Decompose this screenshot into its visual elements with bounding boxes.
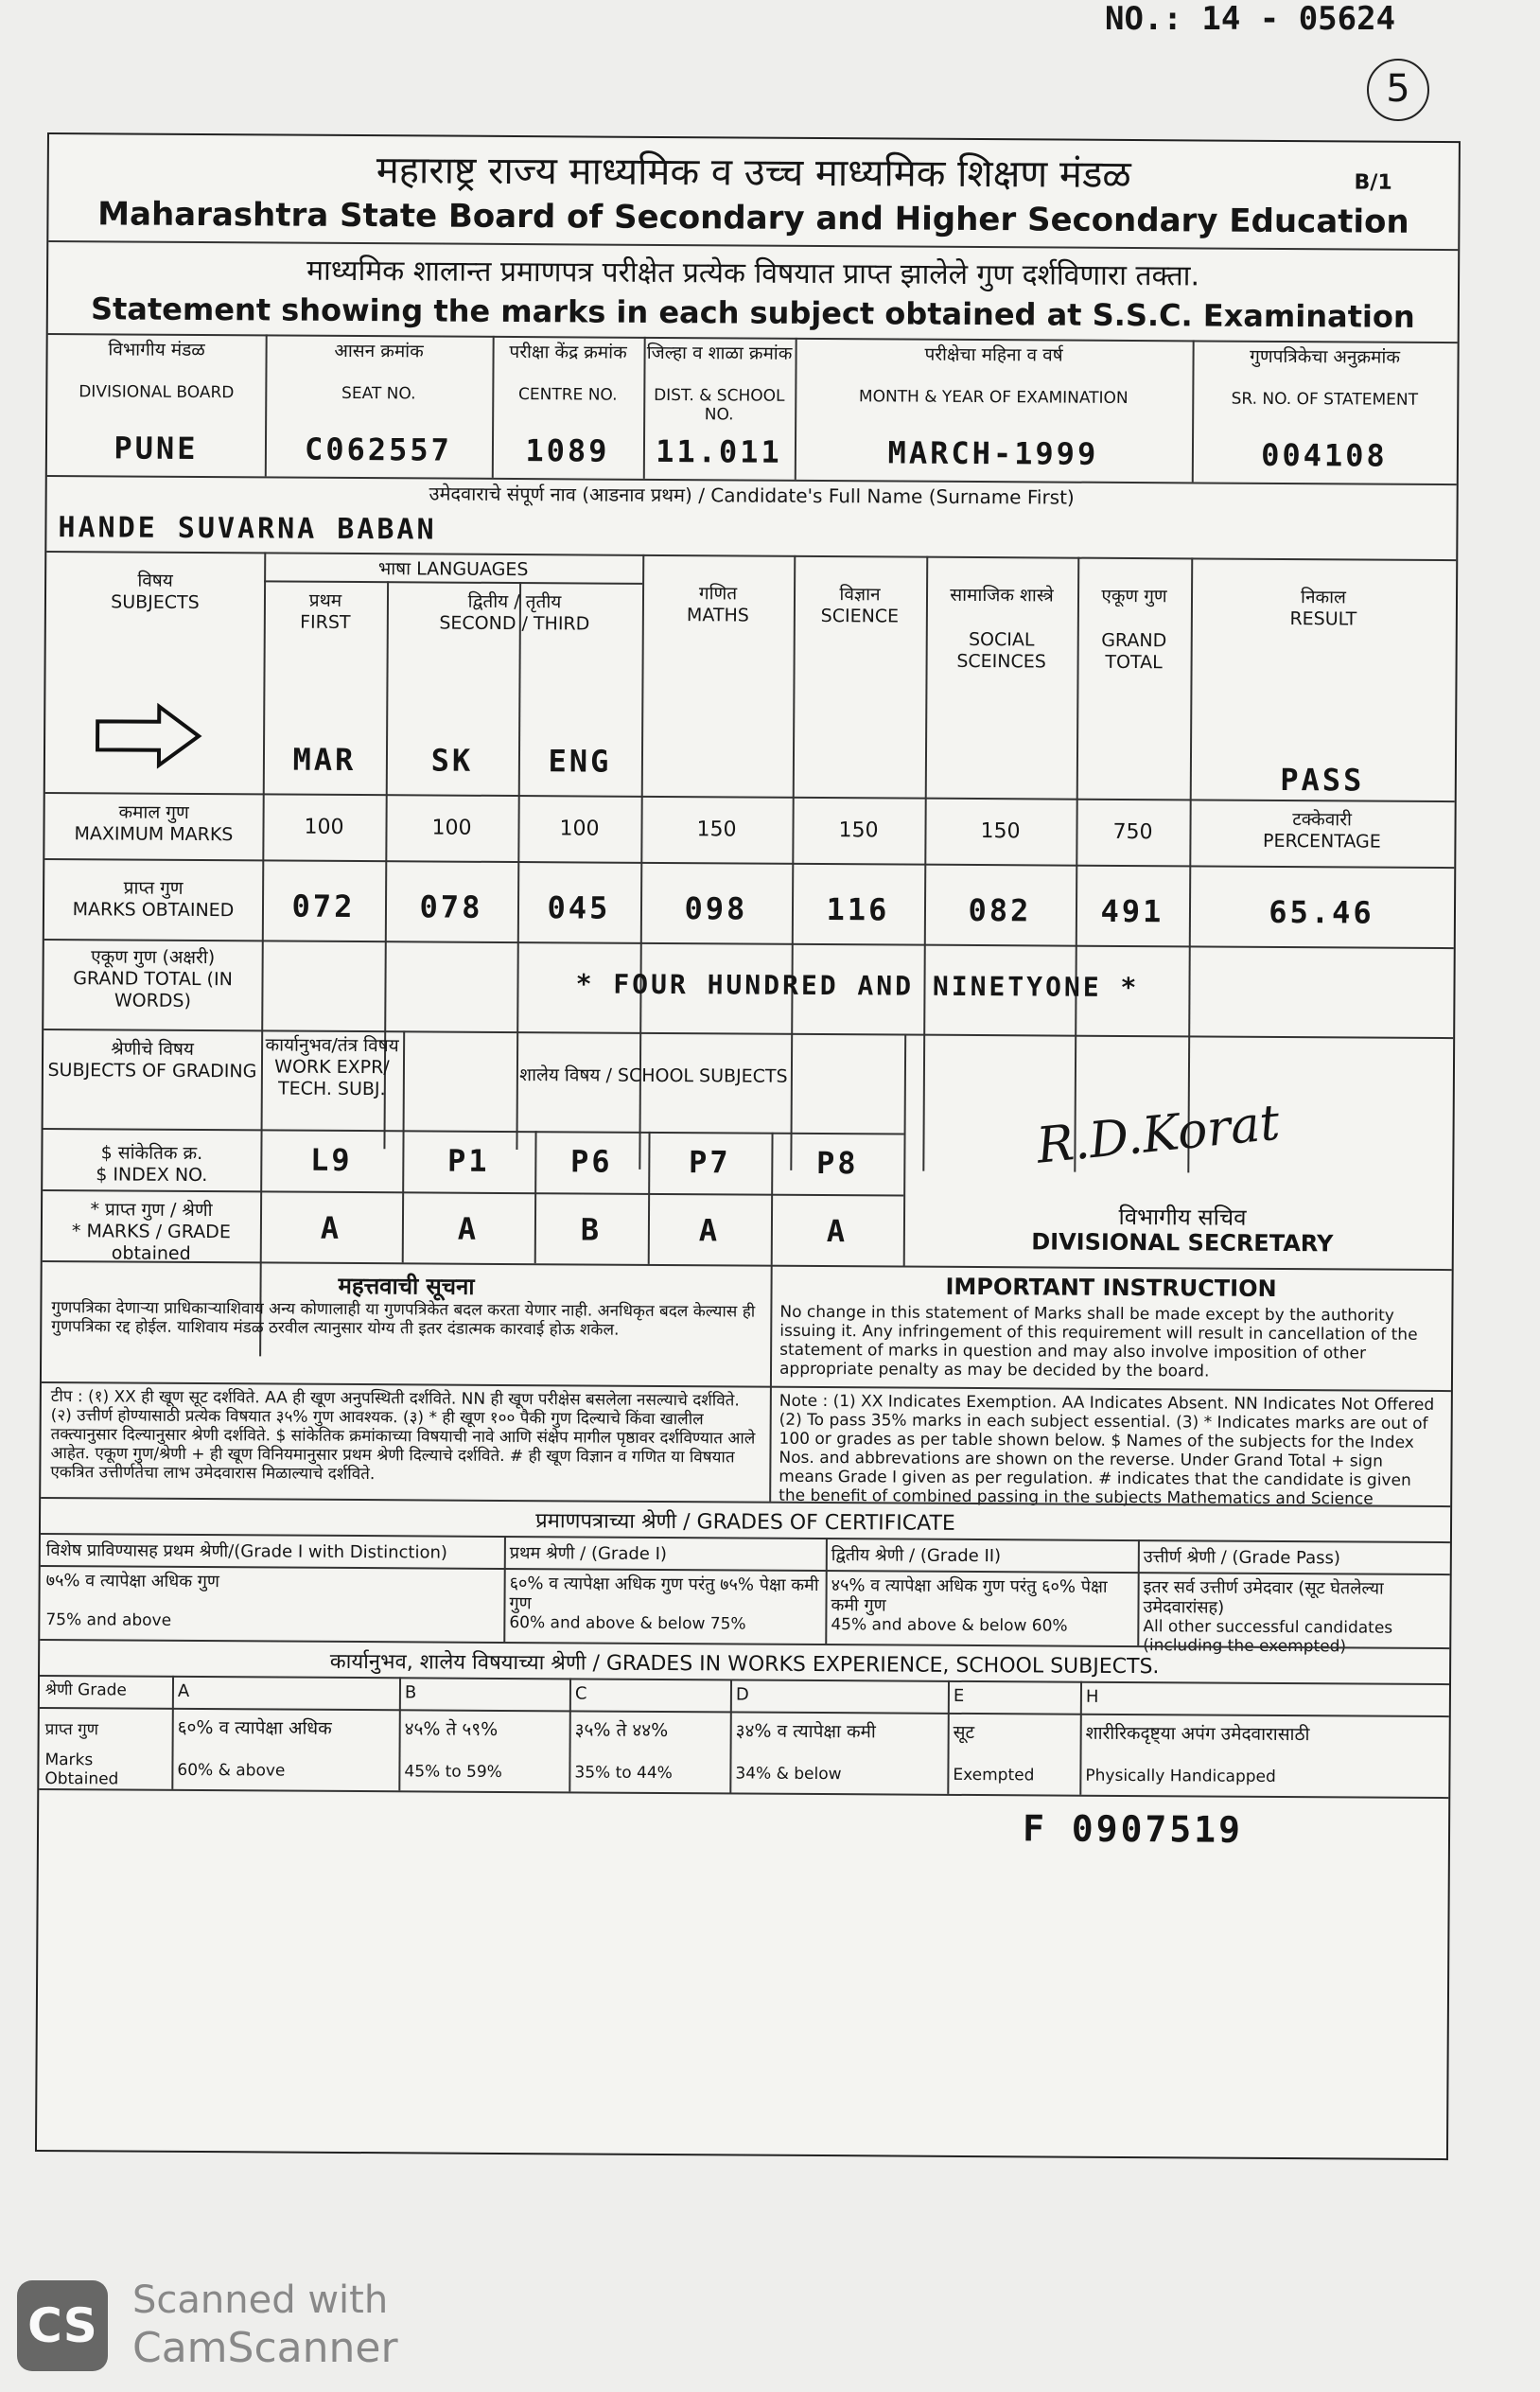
grand-total-english: GRAND TOTAL [1101,629,1167,674]
percentage-value: 65.46 [1269,893,1374,931]
first-language-head [264,589,387,634]
max-marks-cell: 150 [696,818,737,842]
grand-total-head [1077,586,1192,675]
signature-title-english: DIVISIONAL SECRETARY [1031,1228,1334,1258]
serial-number: F 0907519 [1022,1807,1244,1851]
max-marks-cell: 100 [431,816,472,840]
header-col-4-marathi: परीक्षेचा महिना व वर्ष [924,343,1063,366]
max-marks-cell: 100 [304,815,344,839]
work-grade-marathi: ४५% ते ५९% [404,1718,499,1740]
work-grade-marathi: सूट [953,1721,975,1744]
marks-obtained-cell: 045 [547,889,611,926]
result-english: RESULT [1289,608,1357,630]
header-col-4-english: MONTH & YEAR OF EXAMINATION [858,387,1129,408]
camscanner-line1: Scanned with [132,2278,389,2322]
header-col-5-value: 004108 [1261,436,1388,474]
work-grade-letter: D [735,1684,749,1705]
science-head [794,584,926,628]
certificate-grade-marathi: ४५% व त्यापेक्षा अधिक गुण परंतु ६०% पेक्षा कमी गुण [831,1575,1108,1616]
marks-obtained-cell: 098 [684,890,748,927]
certificate-grade-english: 60% and above & below 75% [509,1613,746,1634]
work-grade-letter: A [177,1680,190,1701]
work-grade-marathi: शारीरिकदृष्ट्या अपंग उमेदवारासाठी [1085,1722,1310,1746]
work-marks-english: Marks Obtained [44,1750,119,1789]
work-grade-english: Exempted [953,1765,1035,1785]
work-grade-letter: E [953,1685,965,1706]
languages-label: भाषा LANGUAGES [377,558,529,581]
header-col-0-marathi: विभागीय मंडळ [108,339,205,361]
candidate-label-english: / Candidate's Full Name (Surname First) [698,484,1075,509]
header-col-1-marathi: आसन क्रमांक [334,340,424,362]
work-experience-marathi: कार्यानुभव/तंत्र विषय [265,1034,399,1057]
work-grade-english: 45% to 59% [404,1762,502,1782]
subject-code-second: SK [430,742,474,779]
note-marathi: टीप : (१) XX ही खूण सूट दर्शविते. AA ही खूण अनुपस्थिती दर्शविते. NN ही खूण परीक्षेस बसलेला नसल्याचे दर्शविते. (२) उत्तीर्ण होण्यासाठी प्रत्येक विषयात ३५% गुण आवश्यक. (३) * ही खूण १०० पैकी गुण दिल्याचे किंवा खालील तक्त्यानुसार दिल्यानुसार श्रेणी दर्शविते. $ सांकेतिक क्रमांकाच्या विषयाची नावे आणि संक्षेप मागील पृष्ठावर दर्शविण्यात आले आहेत. एकूण गुण/श्रेणी + ही खूण विनियमानुसार प्रथम श्रेणी दिल्याचे दर्शविते. # ही खूण विज्ञान व गणित या विषयात एकत्रित उत्तीर्णतेचा लाभ उमेदवारास मिळाल्याचे दर्शविते. [50,1387,756,1485]
work-grade-letter: B [404,1682,417,1703]
grade-obtained-label [43,1199,260,1265]
work-experience-english: WORK EXPR/ TECH. SUBJ. [274,1056,390,1100]
result-head [1191,586,1456,631]
work-marks-marathi: प्राप्त गुण [44,1720,99,1740]
science-marathi: विज्ञान [839,584,881,606]
max-marks-cell: 100 [559,817,600,841]
index-no-cell: P8 [815,1144,859,1182]
certificate-grade-english: 45% and above & below 60% [831,1615,1068,1636]
camscanner-logo-icon: CS [17,2280,108,2371]
header-col-2-english: CENTRE NO. [518,385,618,405]
certificate-grade-marathi: ७५% व त्यापेक्षा अधिक गुण [45,1571,220,1592]
index-no-cell: P7 [688,1144,731,1181]
header-col-5-english: SR. NO. OF STATEMENT [1231,389,1419,410]
grading-label-marathi: श्रेणीचे विषय [111,1038,194,1060]
board-title-english: Maharashtra State Board of Secondary and Higher Secondary Education [97,195,1409,241]
statement-title-english: Statement showing the marks in each subject obtained at S.S.C. Examination [90,290,1415,335]
marks-obtained-cell: 491 [1100,892,1164,930]
certificate-grades-title: प्रमाणपत्राच्या श्रेणी / GRADES OF CERTIFICATE [535,1509,955,1536]
grade-label-marathi: * प्राप्त गुण / श्रेणी [90,1199,213,1222]
max-marks-cell: 750 [1112,819,1153,845]
marks-statement [35,132,1461,2160]
subjects-label-marathi: विषय [137,570,173,591]
social-sciences-head [926,585,1078,674]
second-third-language-head [387,590,642,636]
index-no-cell: L9 [309,1141,353,1178]
certificate-grade-head: प्रथम श्रेणी / (Grade I) [509,1543,668,1565]
marks-obtained-marathi: प्राप्त गुण [123,877,184,899]
header-col-3-value: 11.011 [656,432,782,470]
max-marks-cell: 150 [838,818,879,843]
signature-title-marathi: विभागीय सचिव [1118,1203,1247,1231]
maths-marathi: गणित [698,583,738,605]
work-grade-marathi: ३५% ते ४४% [574,1719,669,1742]
camscanner-line2: CamScanner [132,2324,398,2372]
grand-total-words-label [44,946,261,1012]
instruction-body-marathi: गुणपत्रिका देणाऱ्या प्राधिकाऱ्याशिवाय अन्य कोणालाही या गुणपत्रिकेत बदल करता येणार नाही. अनधिकृत बदल केल्यास ही गुणपत्रिका रद्द होईल. याशिवाय मंडळ ठरवील त्यानुसार योग्य ती इतर दंडात्मक कारवाई होऊ शकेल. [51,1298,756,1340]
certificate-grade-head: द्वितीय श्रेणी / (Grade II) [831,1545,1002,1567]
header-col-1-value: C062557 [304,431,452,468]
grand-total-words-marathi: एकूण गुण (अक्षरी) [91,946,216,969]
marks-obtained-label [44,877,262,922]
grading-label-english: SUBJECTS OF GRADING [47,1060,257,1082]
social-english: SOCIAL SCEINCES [956,628,1046,673]
header-col-3-english: DIST. & SCHOOL NO. [654,385,785,425]
work-grade-letter: H [1085,1686,1099,1707]
certificate-grade-head: उत्तीर्ण श्रेणी / (Grade Pass) [1143,1547,1340,1569]
percentage-label [1189,808,1454,853]
percentage-marathi: टक्केवारी [1292,809,1352,831]
grade-label-sub: obtained [111,1242,191,1264]
subject-code-third: ENG [548,743,612,780]
maximum-marks-marathi: कमाल गुण [118,801,189,823]
work-grade-marathi: ३४% व त्यापेक्षा कमी [735,1720,876,1743]
signature: R.D.Korat [1034,1094,1283,1175]
work-grade-marathi: ६०% व त्यापेक्षा अधिक [177,1716,332,1739]
header-col-2-value: 1089 [525,432,610,469]
header-col-1-english: SEAT NO. [341,383,416,404]
science-english: SCIENCE [820,606,900,627]
grand-total-words-value: * FOUR HUNDRED AND NINETYONE * [575,968,1140,1004]
second-english: SECOND / THIRD [439,612,590,635]
certificate-grade-english: 75% and above [45,1610,172,1630]
maths-english: MATHS [686,605,749,626]
form-code: B/1 [1354,170,1392,195]
maths-head [642,583,794,627]
header-col-5-marathi: गुणपत्रिकेचा अनुक्रमांक [1250,345,1401,368]
marks-obtained-cell: 116 [826,891,890,928]
note-english: Note : (1) XX Indicates Exemption. AA Indicates Absent. NN Indicates Not Offered (2) To pass 35% marks in each subject essential. (3) * Indicates marks are out of 100 or grades as per table shown below. $ Names of the subjects for the Index Nos. and abbrevations are shown on the reverse. Under Grand Total + sign means Grade I given as per regulation. # indicates that the candidate is given the benefit of combined passing in the subjects Mathematics and Science [779,1391,1435,1509]
header-col-4-value: MARCH-1999 [887,434,1099,472]
arrow-right-icon [93,702,206,769]
index-no-english: $ INDEX NO. [96,1164,208,1187]
first-english: FIRST [300,611,351,633]
marks-obtained-english: MARKS OBTAINED [72,899,235,922]
subjects-label-english: SUBJECTS [111,591,200,613]
certificate-grade-english: All other successful candidates (including the exempted) [1143,1617,1393,1657]
work-grade-english: 60% & above [177,1760,286,1781]
board-title-marathi: महाराष्ट्र राज्य माध्यमिक व उच्च माध्यमिक शिक्षण मंडळ [376,149,1131,197]
grand-total-marathi: एकूण गुण [1101,585,1167,607]
social-marathi: सामाजिक शास्त्रे [950,584,1054,607]
instruction-title-marathi: महत्तवाची सूचना [338,1272,475,1300]
index-no-cell: P1 [446,1142,490,1179]
grade-cell: A [826,1213,849,1250]
work-experience-head [261,1034,403,1100]
statement-title-marathi: माध्यमिक शालान्त प्रमाणपत्र परीक्षेत प्रत्येक विषयात प्राप्त झालेले गुण दर्शविणारा तक्ता. [306,254,1200,293]
grade-cell: A [320,1209,342,1246]
instruction-title-english: IMPORTANT INSTRUCTION [945,1273,1277,1302]
second-marathi: द्वितीय / तृतीय [467,590,562,613]
marks-obtained-cell: 078 [419,888,483,925]
subject-code-first: MAR [292,741,357,779]
index-no-marathi: $ सांकेतिक क्र. [100,1142,203,1165]
result-value: PASS [1280,761,1365,799]
marks-obtained-cell: 072 [291,888,356,925]
document-number: NO.: 14 - 05624 [1105,0,1396,38]
header-col-0-english: DIVISIONAL BOARD [79,382,235,403]
grand-total-words-english: GRAND TOTAL (IN WORDS) [73,968,233,1011]
grade-cell: A [698,1212,721,1249]
work-grade-english: Physically Handicapped [1085,1766,1276,1786]
grade-label-english: * MARKS / GRADE [71,1221,231,1243]
school-subjects-head: शालेय विषय / SCHOOL SUBJECTS [519,1064,788,1087]
work-marks-label [44,1720,167,1789]
header-col-3-marathi: जिल्हा व शाळा क्रमांक [646,342,793,364]
certificate-grade-head: विशेष प्राविण्यासह प्रथम श्रेणी/(Grade I with Distinction) [45,1540,447,1563]
marks-obtained-cell: 082 [968,891,1032,929]
maximum-marks-label [44,801,262,846]
certificate-grade-marathi: इतर सर्व उत्तीर्ण उमेदवार (सूट घेतलेल्या उमेदवारांसह) [1143,1577,1384,1618]
maximum-marks-english: MAXIMUM MARKS [74,823,234,846]
work-grade-letter: C [574,1683,587,1704]
header-col-0-value: PUNE [114,430,199,466]
instruction-body-english: No change in this statement of Marks shall be made except by the authority issuing it. Any infringement of this requirement will result in cancellation of the statement of marks in question and may also involve imposition of other appropriate penalty as may be decided by the board. [779,1302,1418,1381]
candidate-name-label [47,481,1457,511]
subjects-of-grading-label [44,1038,261,1082]
subjects-label [46,570,264,614]
work-grades-title: कार्यानुभव, शालेय विषयाच्या श्रेणी / GRADES IN WORKS EXPERIENCE, SCHOOL SUBJECTS. [329,1649,1160,1680]
max-marks-cell: 150 [980,819,1021,844]
result-marathi: निकाल [1301,587,1347,608]
index-no-cell: P6 [569,1143,613,1180]
index-no-label [43,1142,260,1187]
percentage-english: PERCENTAGE [1263,830,1381,853]
candidate-label-marathi: उमेदवाराचे संपूर्ण नाव (आडनाव प्रथम) [429,482,692,507]
grade-cell: A [457,1210,480,1247]
candidate-name: HANDE SUVARNA BABAN [58,511,437,547]
certificate-grade-marathi: ६०% व त्यापेक्षा अधिक गुण परंतु ७५% पेक्षा कमी गुण [509,1574,819,1614]
work-grade-english: 34% & below [735,1764,842,1785]
page-number-circle: 5 [1367,59,1429,121]
header-col-2-marathi: परीक्षा केंद्र क्रमांक [509,341,627,363]
grade-cell: B [580,1211,603,1248]
first-marathi: प्रथम [308,589,342,611]
work-grade-english: 35% to 44% [574,1763,673,1784]
work-grade-label: श्रेणी Grade [44,1680,127,1700]
